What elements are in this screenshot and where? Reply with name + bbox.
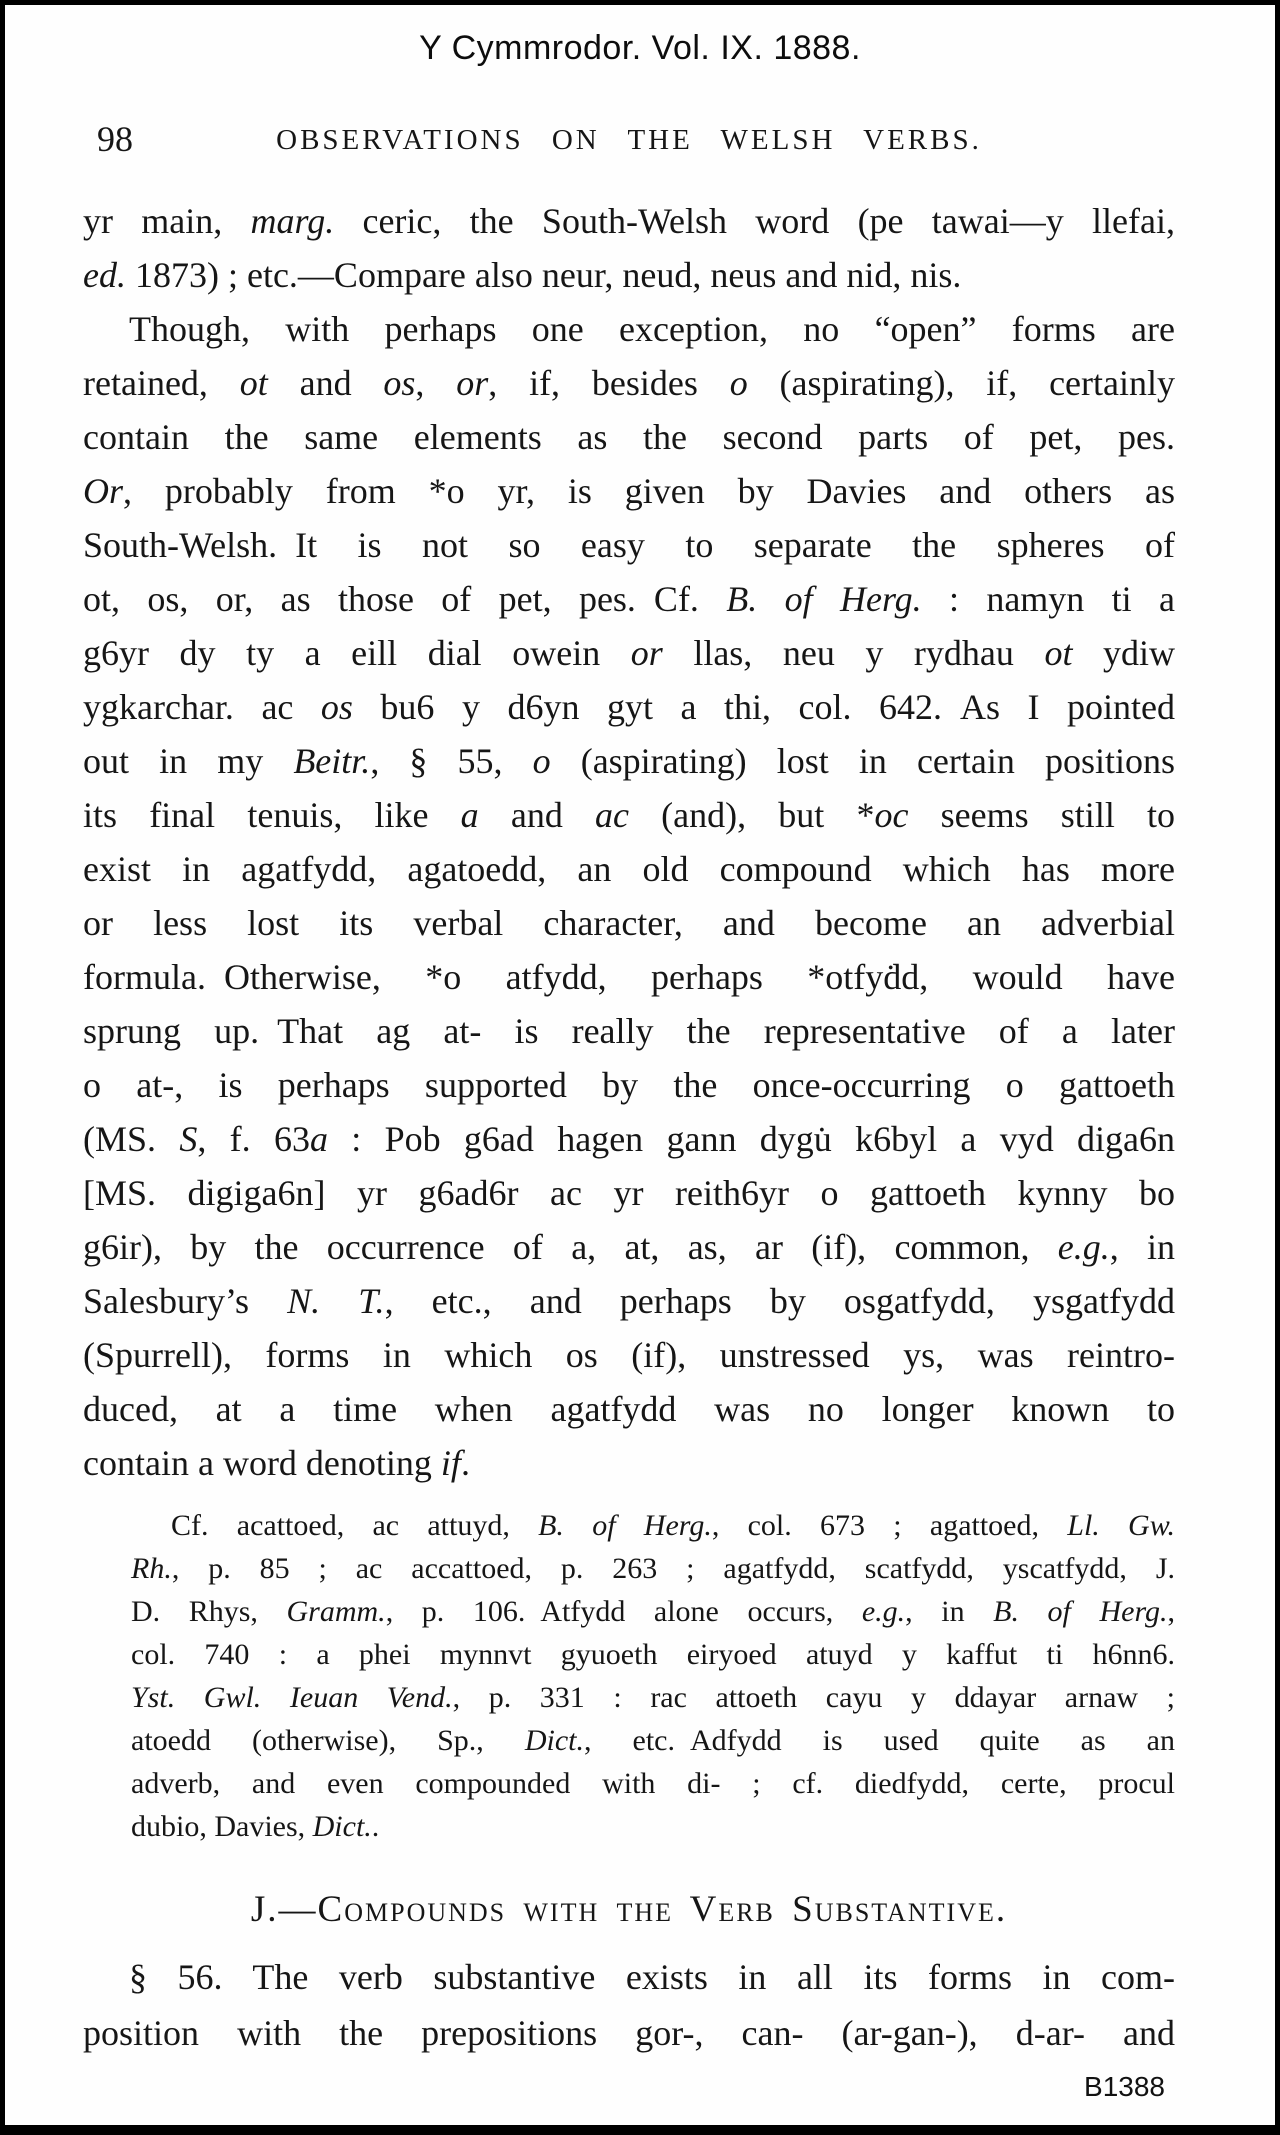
text-line xyxy=(131,1547,1175,1590)
text-line xyxy=(131,1719,1175,1762)
text-run: formula. Otherwise, *o atfydd, perhaps *otfyḋd, would have xyxy=(83,957,1175,997)
text-run: retained, xyxy=(83,363,240,403)
text-line xyxy=(83,572,1175,626)
text-line xyxy=(83,1112,1175,1166)
text-run: or less lost its verbal character, and become an adverbial xyxy=(83,903,1175,943)
text-run: out in my xyxy=(83,741,294,781)
italic-text-run: B. of Herg. xyxy=(993,1595,1168,1628)
text-line xyxy=(83,1220,1175,1274)
italic-text-run: marg. xyxy=(250,201,335,241)
text-run: (Spurrell), forms in which os (if), unstressed ys, was reintro- xyxy=(83,1335,1175,1375)
italic-text-run: os xyxy=(383,363,416,403)
text-run: g6ir), by the occurrence of a, at, as, ar (if), common, xyxy=(83,1227,1058,1267)
text-run: exist in agatfydd, agatoedd, an old compound which has more xyxy=(83,849,1175,889)
text-run: (aspirating), if, certainly xyxy=(747,363,1176,403)
text-run: , probably from *o yr, is given by Davies and others as xyxy=(123,471,1175,511)
journal-caption: Y Cymmrodor. Vol. IX. 1888. xyxy=(419,29,861,67)
italic-text-run: S xyxy=(179,1119,198,1159)
text-run: . xyxy=(371,1810,380,1843)
text-run: position with the prepositions gor-, can- (ar-gan-), d-ar- and xyxy=(83,2013,1175,2053)
text-run: bu6 y d6yn gyt a thi, col. 642. As I pointed xyxy=(352,687,1175,727)
text-line xyxy=(83,194,1175,248)
italic-text-run: o xyxy=(532,741,551,781)
text-run: contain a word denoting xyxy=(83,1443,441,1483)
text-run: , p. 85 ; ac accattoed, p. 263 ; agatfydd, scatfydd, yscatfydd, J. xyxy=(171,1552,1175,1585)
italic-text-run: o xyxy=(729,363,748,403)
text-run: , in xyxy=(1109,1227,1175,1267)
text-run: , § 55, xyxy=(370,741,533,781)
italic-text-run: e.g. xyxy=(1057,1227,1110,1267)
italic-text-run: or xyxy=(456,363,489,403)
text-line xyxy=(83,842,1175,896)
text-line xyxy=(131,1805,1175,1848)
text-line xyxy=(83,896,1175,950)
text-run: ceric, the South-Welsh word (pe tawai—y llefai, xyxy=(334,201,1175,241)
text-line xyxy=(83,1949,1175,2005)
text-line xyxy=(131,1762,1175,1805)
text-line xyxy=(83,626,1175,680)
text-run: , xyxy=(1167,1595,1176,1628)
italic-text-run: Beitr. xyxy=(293,741,371,781)
text-line xyxy=(83,1274,1175,1328)
text-run: ygkarchar. ac xyxy=(83,687,321,727)
text-line xyxy=(83,2005,1175,2061)
text-run: o at-, is perhaps supported by the once-occurring o gattoeth xyxy=(83,1065,1175,1105)
shelfmark-stamp: B1388 xyxy=(1084,2071,1165,2102)
italic-text-run: Yst. Gwl. Ieuan Vend. xyxy=(131,1681,453,1714)
text-run: South-Welsh. It is not so easy to separate the spheres of xyxy=(83,525,1175,565)
text-line xyxy=(83,788,1175,842)
section-paragraph xyxy=(83,1949,1175,2061)
text-run: col. 740 : a phei mynnvt gyuoeth eiryoed atuyd y kaffut ti h6nn6. xyxy=(131,1638,1175,1671)
text-run: , col. 673 ; agattoed, xyxy=(711,1509,1068,1542)
text-line xyxy=(83,1058,1175,1112)
text-run: llas, neu y rydhau xyxy=(662,633,1045,673)
text-run: g6yr dy ty a eill dial owein xyxy=(83,633,631,673)
text-run: § 56. The verb substantive exists in all its forms in com- xyxy=(129,1957,1175,1997)
italic-text-run: Dict. xyxy=(524,1724,584,1757)
text-run: Cf. acattoed, ac attuyd, xyxy=(171,1509,539,1542)
text-run: and xyxy=(478,795,596,835)
italic-text-run: a xyxy=(309,1119,328,1159)
text-line xyxy=(83,356,1175,410)
text-run: (aspirating) lost in certain positions xyxy=(550,741,1176,781)
text-run: ydiw xyxy=(1072,633,1175,673)
text-run: . xyxy=(460,1443,470,1483)
text-line xyxy=(131,1676,1175,1719)
text-column xyxy=(83,118,1175,2103)
text-line xyxy=(83,1382,1175,1436)
italic-text-run: Rh. xyxy=(131,1552,172,1585)
text-line xyxy=(83,950,1175,1004)
text-line xyxy=(83,410,1175,464)
text-run: 1873) ; etc.—Compare also neur, neud, neus and nid, nis. xyxy=(125,255,962,295)
text-run: : Pob g6ad hagen gann dygu̇ k6byl a vyd diga6n xyxy=(327,1119,1175,1159)
text-run: dubio, Davies, xyxy=(131,1810,313,1843)
text-line xyxy=(83,1166,1175,1220)
text-run: and xyxy=(267,363,384,403)
body-text xyxy=(83,194,1175,1490)
italic-text-run: Dict. xyxy=(312,1810,372,1843)
text-run: its final tenuis, like xyxy=(83,795,461,835)
italic-text-run: ot xyxy=(1044,633,1073,673)
text-line xyxy=(83,680,1175,734)
text-line xyxy=(83,734,1175,788)
italic-text-run: B. of Herg. xyxy=(726,579,922,619)
text-run: Salesbury’s xyxy=(83,1281,288,1321)
text-run: , in xyxy=(905,1595,994,1628)
text-run: (and), but * xyxy=(629,795,875,835)
text-run: contain the same elements as the second parts of pet, pes. xyxy=(83,417,1175,457)
italic-text-run: Or xyxy=(83,471,124,511)
text-line xyxy=(83,248,1175,302)
text-run: : namyn ti a xyxy=(921,579,1175,619)
text-line xyxy=(131,1633,1175,1676)
text-run: ot, os, or, as those of pet, pes. Cf. xyxy=(83,579,727,619)
italic-text-run: if xyxy=(440,1443,461,1483)
text-run: duced, at a time when agatfydd was no longer known to xyxy=(83,1389,1175,1429)
page-number: 98 xyxy=(97,119,133,159)
text-line xyxy=(83,518,1175,572)
running-title: OBSERVATIONS ON THE WELSH VERBS. xyxy=(276,124,982,156)
text-run: , p. 331 : rac attoeth cayu y ddayar arnaw ; xyxy=(452,1681,1175,1714)
text-run: , f. 63 xyxy=(197,1119,310,1159)
text-line xyxy=(83,1436,1175,1490)
text-run: seems still to xyxy=(908,795,1175,835)
stamp-row xyxy=(83,2071,1175,2103)
text-run: Though, with perhaps one exception, no “open” forms are xyxy=(129,309,1175,349)
text-run: , etc. Adfydd is used quite as an xyxy=(583,1724,1176,1757)
italic-text-run: Ll. Gw. xyxy=(1067,1509,1175,1542)
text-run: , p. 106. Atfydd alone occurs, xyxy=(385,1595,862,1628)
text-run: , xyxy=(415,363,457,403)
italic-text-run: ac xyxy=(595,795,629,835)
text-run: yr main, xyxy=(83,201,251,241)
text-run: , etc., and perhaps by osgatfydd, ysgatfydd xyxy=(384,1281,1175,1321)
italic-text-run: os xyxy=(320,687,353,727)
text-run: adverb, and even compounded with di- ; cf. diedfydd, certe, procul xyxy=(131,1767,1175,1800)
text-line xyxy=(83,1328,1175,1382)
text-line xyxy=(83,1004,1175,1058)
text-run: , if, besides xyxy=(488,363,730,403)
italic-text-run: N. T. xyxy=(287,1281,385,1321)
text-run: sprung up. That ag at- is really the representative of a later xyxy=(83,1011,1175,1051)
text-line xyxy=(131,1590,1175,1633)
text-line xyxy=(83,302,1175,356)
italic-text-run: ed. xyxy=(83,255,126,295)
text-line xyxy=(131,1504,1175,1547)
section-heading: J.—Compounds with the Verb Substantive. xyxy=(250,1889,1008,1930)
text-run: D. Rhys, xyxy=(131,1595,287,1628)
italic-text-run: ot xyxy=(239,363,268,403)
italic-text-run: Gramm. xyxy=(286,1595,386,1628)
text-run: (MS. xyxy=(83,1119,180,1159)
page-header-row xyxy=(83,118,1175,164)
italic-text-run: or xyxy=(630,633,663,673)
italic-text-run: oc xyxy=(874,795,909,835)
italic-text-run: a xyxy=(460,795,479,835)
text-run: atoedd (otherwise), Sp., xyxy=(131,1724,525,1757)
text-run: [MS. digiga6n] yr g6ad6r ac yr reith6yr o gattoeth kynny bo xyxy=(83,1173,1175,1213)
text-line xyxy=(83,464,1175,518)
italic-text-run: e.g. xyxy=(861,1595,906,1628)
footnote xyxy=(131,1504,1175,1848)
italic-text-run: B. of Herg. xyxy=(538,1509,712,1542)
